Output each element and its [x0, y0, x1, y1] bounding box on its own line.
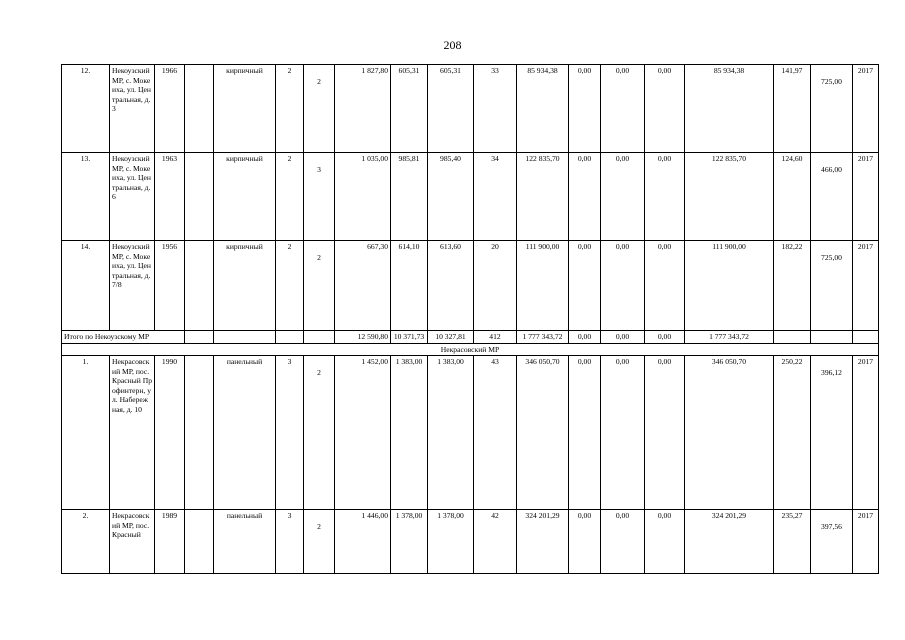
- cell-year: 1989: [155, 510, 185, 574]
- cell-year: 1990: [155, 356, 185, 510]
- housing-table: [61, 64, 879, 574]
- cell-c1: 0,00: [569, 241, 601, 331]
- cell-material: панельный: [214, 356, 276, 510]
- cell-c3: 0,00: [645, 65, 685, 153]
- cell-residents: 33: [474, 65, 517, 153]
- cell-no: 12.: [62, 65, 110, 153]
- cell-year-end: 2017: [853, 241, 879, 331]
- cell-floors: 3: [276, 356, 304, 510]
- page-number: 208: [443, 38, 462, 52]
- cell-cost-owners: 324 201,29: [685, 510, 774, 574]
- cell-cost-owners: 346 050,70: [685, 356, 774, 510]
- cell-blank: [185, 241, 214, 331]
- cell-limit: 725,00: [811, 65, 853, 153]
- total-label: Итого по Некоузскому МР: [62, 331, 185, 344]
- cell-floors: 2: [276, 241, 304, 331]
- cell-area-living1: 1 378,00: [391, 510, 428, 574]
- cell-residents: 34: [474, 153, 517, 241]
- total-row: Итого по Некоузскому МР 12 590,80 10 371,73 10 327,81 412 1 777 343,72 0,00 0,00 0,00 1 777 343,72: [62, 331, 879, 344]
- cell-address: Некоузский МР, с. Мокеиха, ул. Центральная, д. 7/8: [110, 241, 155, 331]
- cell-c3: 0,00: [645, 356, 685, 510]
- cell-limit: 397,56: [811, 510, 853, 574]
- cell-material: кирпичный: [214, 65, 276, 153]
- cell-entrances: 2: [304, 65, 335, 153]
- cell-blank: [185, 510, 214, 574]
- table-row: [62, 241, 879, 331]
- total-living1: 10 371,73: [391, 331, 428, 344]
- cell-c3: 0,00: [645, 241, 685, 331]
- cell-no: 14.: [62, 241, 110, 331]
- cell-area-total: 667,30: [335, 241, 391, 331]
- table-row: [62, 65, 879, 153]
- cell-material: кирпичный: [214, 241, 276, 331]
- cell-area-living1: 1 383,00: [391, 356, 428, 510]
- cell-entrances: 2: [304, 356, 335, 510]
- cell-c3: 0,00: [645, 510, 685, 574]
- cell-material: кирпичный: [214, 153, 276, 241]
- cell-year-end: 2017: [853, 356, 879, 510]
- cell-area-living1: 614,10: [391, 241, 428, 331]
- cell-material: панельный: [214, 510, 276, 574]
- cell-address: Некоузский МР, с. Мокеиха, ул. Центральная, д. 3: [110, 65, 155, 153]
- cell-cost-total: 122 835,70: [517, 153, 569, 241]
- cell-per-m2: 250,22: [774, 356, 811, 510]
- cell-blank: [185, 356, 214, 510]
- cell-cost-owners: 111 900,00: [685, 241, 774, 331]
- cell-c2: 0,00: [601, 241, 645, 331]
- cell-cost-total: 324 201,29: [517, 510, 569, 574]
- cell-cost-total: 346 050,70: [517, 356, 569, 510]
- cell-c3: 0,00: [645, 153, 685, 241]
- cell-no: 13.: [62, 153, 110, 241]
- total-area: 12 590,80: [335, 331, 391, 344]
- cell-area-living2: 1 383,00: [428, 356, 474, 510]
- cell-blank: [185, 65, 214, 153]
- cell-limit: 396,12: [811, 356, 853, 510]
- cell-entrances: 2: [304, 241, 335, 331]
- cell-c1: 0,00: [569, 153, 601, 241]
- cell-c1: 0,00: [569, 510, 601, 574]
- cell-year: 1963: [155, 153, 185, 241]
- cell-year: 1966: [155, 65, 185, 153]
- section-header: Некрасовский МР: [62, 343, 879, 356]
- cell-entrances: 3: [304, 153, 335, 241]
- cell-year-end: 2017: [853, 153, 879, 241]
- total-cost: 1 777 343,72: [517, 331, 569, 344]
- cell-year-end: 2017: [853, 510, 879, 574]
- cell-no: 2.: [62, 510, 110, 574]
- cell-address: Некрасовский МР, пос. Красный: [110, 510, 155, 574]
- total-owners: 1 777 343,72: [685, 331, 774, 344]
- cell-no: 1.: [62, 356, 110, 510]
- table-row: [62, 153, 879, 241]
- total-living2: 10 327,81: [428, 331, 474, 344]
- table-row: [62, 510, 879, 574]
- cell-floors: 2: [276, 153, 304, 241]
- cell-area-living2: 605,31: [428, 65, 474, 153]
- cell-c1: 0,00: [569, 65, 601, 153]
- cell-area-total: 1 827,80: [335, 65, 391, 153]
- cell-address: Некрасовский МР, пос. Красный Профинтерн, ул. Набережная, д. 10: [110, 356, 155, 510]
- cell-c2: 0,00: [601, 356, 645, 510]
- cell-area-total: 1 452,00: [335, 356, 391, 510]
- cell-area-living2: 985,40: [428, 153, 474, 241]
- cell-residents: 42: [474, 510, 517, 574]
- cell-address: Некоузский МР, с. Мокеиха, ул. Центральная, д. 6: [110, 153, 155, 241]
- cell-per-m2: 124,60: [774, 153, 811, 241]
- cell-year-end: 2017: [853, 65, 879, 153]
- section-header-row: [62, 343, 879, 356]
- cell-area-total: 1 446,00: [335, 510, 391, 574]
- cell-area-living1: 985,81: [391, 153, 428, 241]
- cell-c2: 0,00: [601, 153, 645, 241]
- cell-cost-total: 111 900,00: [517, 241, 569, 331]
- cell-per-m2: 141,97: [774, 65, 811, 153]
- cell-c2: 0,00: [601, 510, 645, 574]
- cell-area-total: 1 035,00: [335, 153, 391, 241]
- table-row: [62, 356, 879, 510]
- cell-area-living2: 613,60: [428, 241, 474, 331]
- cell-blank: [185, 153, 214, 241]
- cell-per-m2: 235,27: [774, 510, 811, 574]
- cell-floors: 3: [276, 510, 304, 574]
- cell-entrances: 2: [304, 510, 335, 574]
- cell-limit: 466,00: [811, 153, 853, 241]
- cell-year: 1956: [155, 241, 185, 331]
- cell-residents: 20: [474, 241, 517, 331]
- cell-cost-total: 85 934,38: [517, 65, 569, 153]
- cell-area-living1: 605,31: [391, 65, 428, 153]
- cell-cost-owners: 122 835,70: [685, 153, 774, 241]
- total-residents: 412: [474, 331, 517, 344]
- cell-c1: 0,00: [569, 356, 601, 510]
- cell-per-m2: 182,22: [774, 241, 811, 331]
- cell-area-living2: 1 378,00: [428, 510, 474, 574]
- cell-floors: 2: [276, 65, 304, 153]
- cell-limit: 725,00: [811, 241, 853, 331]
- cell-residents: 43: [474, 356, 517, 510]
- cell-cost-owners: 85 934,38: [685, 65, 774, 153]
- cell-c2: 0,00: [601, 65, 645, 153]
